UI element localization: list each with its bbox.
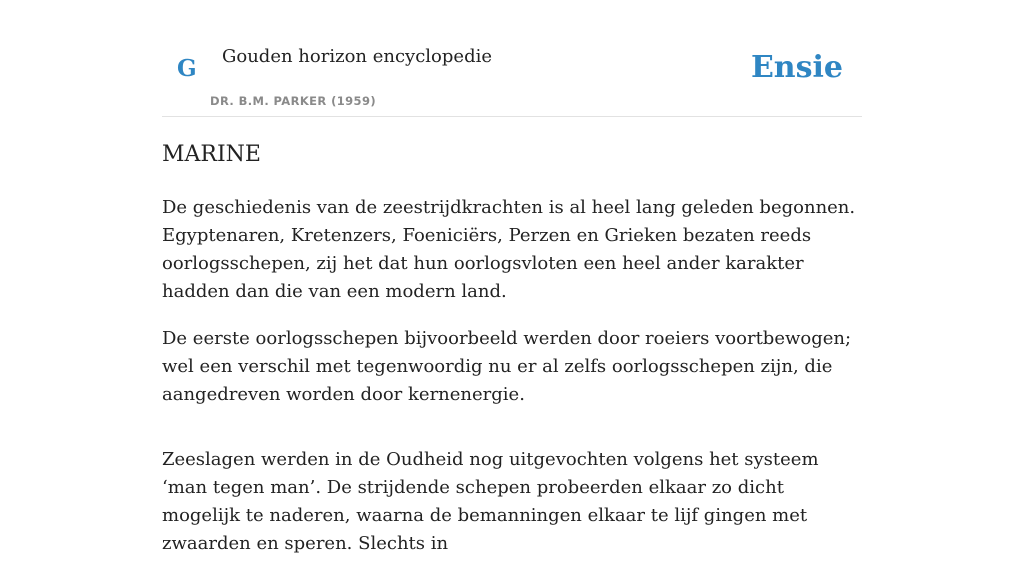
source-header <box>162 0 862 117</box>
article-paragraph: Zeeslagen werden in de Oudheid nog uitgevochten volgens het systeem ‘man tegen man’. De strijdende schepen probeerden elkaar zo dicht mogelijk te naderen, waarna de bemanningen elkaar te lijf gingen met zwaarden en speren. Slechts in <box>162 449 819 554</box>
source-title-link[interactable]: Gouden horizon encyclopedie <box>222 46 492 67</box>
article-paragraph: De geschiedenis van de zeestrijdkrachten is al heel lang geleden begonnen. Egyptenaren, Kretenzers, Foeniciërs, Perzen en Grieken bezaten reeds oorlogsschepen, zij het dat hun oorlogsvloten een heel ander karakter hadden dan die van een modern land. <box>162 197 856 302</box>
article <box>162 139 867 577</box>
brand-logo[interactable]: Ensie <box>750 50 843 85</box>
source-author: DR. B.M. PARKER (1959) <box>210 94 377 108</box>
source-logo[interactable]: G <box>177 55 197 82</box>
article-paragraph: De eerste oorlogsschepen bijvoorbeeld werden door roeiers voortbewogen; wel een verschil met tegenwoordig nu er al zelfs oorlogsschepen zijn, die aangedreven worden door kernenergie. <box>162 328 852 405</box>
article-title: MARINE <box>162 142 261 167</box>
